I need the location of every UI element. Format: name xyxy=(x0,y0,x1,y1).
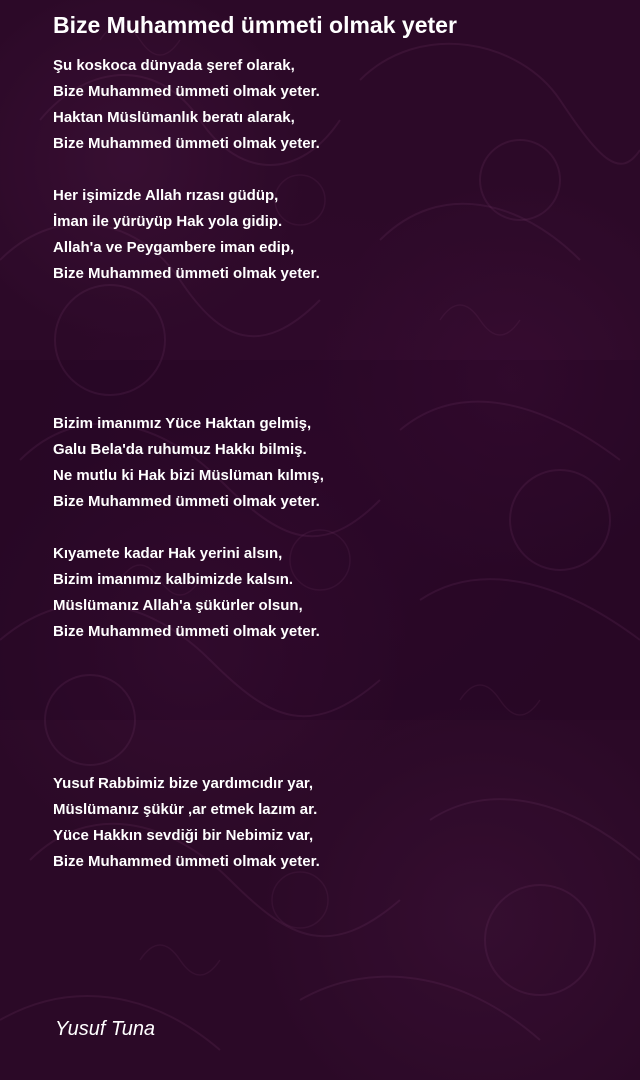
poem-line: Kıyamete kadar Hak yerini alsın, xyxy=(53,545,283,562)
poem-line: Bizim imanımız kalbimizde kalsın. xyxy=(53,571,294,588)
poem-line: Bize Muhammed ümmeti olmak yeter. xyxy=(53,493,320,510)
poem-line: İman ile yürüyüp Hak yola gidip. xyxy=(53,213,283,230)
poem-line: Ne mutlu ki Hak bizi Müslüman kılmış, xyxy=(53,467,324,484)
poem-line: Allah'a ve Peygambere iman edip, xyxy=(53,239,295,256)
poem-author: Yusuf Tuna xyxy=(55,1018,156,1040)
stanza-3 xyxy=(53,411,324,515)
poem-line: Müslümanız şükür ,ar etmek lazım ar. xyxy=(53,801,318,818)
poem-line: Bize Muhammed ümmeti olmak yeter. xyxy=(53,265,320,282)
poem-line: Yüce Hakkın sevdiği bir Nebimiz var, xyxy=(53,827,314,844)
poem-line: Müslümanız Allah'a şükürler olsun, xyxy=(53,597,303,614)
poem-line: Bize Muhammed ümmeti olmak yeter. xyxy=(53,83,320,100)
poem-line: Şu koskoca dünyada şeref olarak, xyxy=(53,57,295,74)
poem-line: Galu Bela'da ruhumuz Hakkı bilmiş. xyxy=(53,441,307,458)
poem-line: Yusuf Rabbimiz bize yardımcıdır yar, xyxy=(53,775,314,792)
poem-line: Haktan Müslümanlık beratı alarak, xyxy=(53,109,295,126)
stanza-2 xyxy=(53,183,320,287)
poem-line: Bize Muhammed ümmeti olmak yeter. xyxy=(53,623,320,640)
stanza-5 xyxy=(53,771,320,875)
poem-line: Her işimizde Allah rızası güdüp, xyxy=(53,187,279,204)
poem-line: Bize Muhammed ümmeti olmak yeter. xyxy=(53,853,320,870)
stanza-1 xyxy=(53,53,320,157)
stanza-4 xyxy=(53,541,320,645)
poem-title: Bize Muhammed ümmeti olmak yeter xyxy=(53,12,457,38)
poem-line: Bizim imanımız Yüce Haktan gelmiş, xyxy=(53,415,312,432)
poem-line: Bize Muhammed ümmeti olmak yeter. xyxy=(53,135,320,152)
